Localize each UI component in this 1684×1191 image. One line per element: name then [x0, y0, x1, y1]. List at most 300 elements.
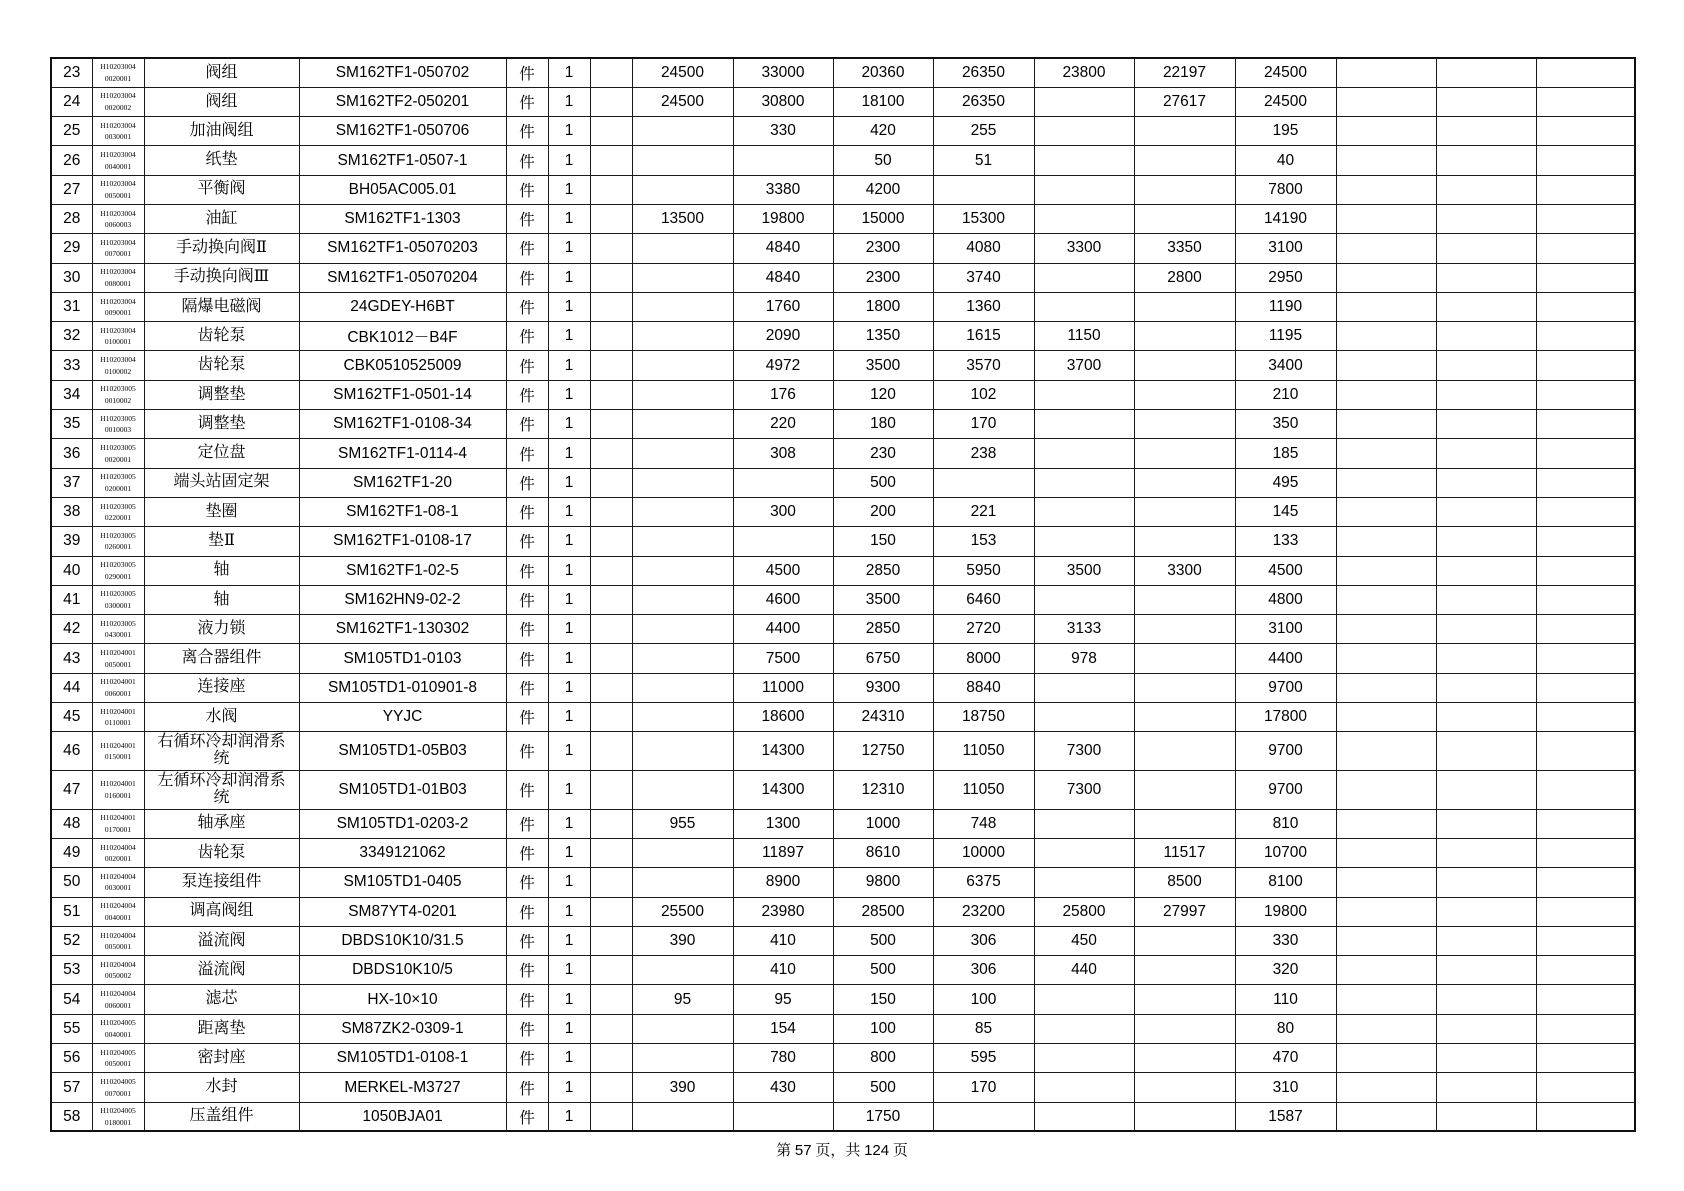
empty-cell: [1536, 926, 1635, 955]
price-cell: [632, 292, 733, 321]
table-row: [51, 644, 1635, 673]
price-cell: 3350: [1134, 234, 1235, 263]
price-cell: 3500: [833, 351, 933, 380]
price-cell: 220: [733, 410, 833, 439]
price-cell: 955: [632, 809, 733, 838]
model-cell: SM105TD1-0203-2: [299, 809, 506, 838]
price-cell: 3500: [833, 585, 933, 614]
material-code-cell: [92, 585, 144, 614]
row-number-cell: 50: [51, 868, 92, 897]
price-cell: 176: [733, 380, 833, 409]
material-code-line: H10204001: [100, 677, 136, 687]
price-cell: [1034, 146, 1134, 175]
empty-cell: [1436, 771, 1536, 810]
item-name-cell: 定位盘: [144, 439, 299, 468]
unit-cell: 件: [506, 410, 548, 439]
row-number-cell: 28: [51, 204, 92, 233]
material-code-line: 0300001: [104, 600, 132, 610]
empty-cell: [1436, 146, 1536, 175]
material-code-cell: [92, 897, 144, 926]
empty-cell: [1336, 839, 1436, 868]
model-cell: SM87ZK2-0309-1: [299, 1014, 506, 1043]
price-cell: [1134, 292, 1235, 321]
empty-cell: [1536, 1044, 1635, 1073]
price-cell: 410: [733, 956, 833, 985]
price-cell: [1134, 1102, 1235, 1131]
price-cell: 4972: [733, 351, 833, 380]
model-cell: HX-10×10: [299, 985, 506, 1014]
model-cell: SM105TD1-01B03: [299, 771, 506, 810]
price-cell: [1134, 673, 1235, 702]
price-cell: [1134, 527, 1235, 556]
blank-cell: [590, 292, 632, 321]
price-cell: 748: [933, 809, 1034, 838]
empty-cell: [1436, 1073, 1536, 1102]
price-cell: [632, 146, 733, 175]
quantity-cell: 1: [548, 87, 590, 116]
item-name-cell: 距离垫: [144, 1014, 299, 1043]
price-cell: [1034, 809, 1134, 838]
price-cell: [1034, 527, 1134, 556]
material-code-line: H10204001: [100, 648, 136, 658]
price-cell: 255: [933, 117, 1034, 146]
quantity-cell: 1: [548, 556, 590, 585]
empty-cell: [1536, 985, 1635, 1014]
blank-cell: [590, 527, 632, 556]
model-cell: SM162TF1-0501-14: [299, 380, 506, 409]
price-cell: [632, 234, 733, 263]
price-cell: 320: [1235, 956, 1336, 985]
material-code-cell: [92, 839, 144, 868]
quantity-cell: 1: [548, 410, 590, 439]
empty-cell: [1536, 1073, 1635, 1102]
material-code-line: 0050001: [104, 1059, 132, 1069]
empty-cell: [1536, 204, 1635, 233]
empty-cell: [1336, 985, 1436, 1014]
material-code-line: H10203004: [100, 208, 136, 218]
blank-cell: [590, 234, 632, 263]
material-code-line: 0020001: [104, 854, 132, 864]
price-cell: [1134, 926, 1235, 955]
price-cell: [1034, 985, 1134, 1014]
material-code-line: 0170001: [104, 824, 132, 834]
unit-cell: 件: [506, 204, 548, 233]
table-row: [51, 117, 1635, 146]
price-cell: 110: [1235, 985, 1336, 1014]
price-cell: [1134, 615, 1235, 644]
quantity-cell: 1: [548, 1073, 590, 1102]
material-code-cell: [92, 1073, 144, 1102]
material-code-cell: [92, 204, 144, 233]
price-cell: [1034, 410, 1134, 439]
price-cell: [1134, 146, 1235, 175]
blank-cell: [590, 615, 632, 644]
price-cell: 306: [933, 926, 1034, 955]
empty-cell: [1336, 410, 1436, 439]
price-cell: 8840: [933, 673, 1034, 702]
price-cell: 2300: [833, 263, 933, 292]
table-row: [51, 985, 1635, 1014]
price-cell: [1134, 468, 1235, 497]
price-cell: 4500: [1235, 556, 1336, 585]
material-code-line: 0020001: [104, 73, 132, 83]
empty-cell: [1436, 732, 1536, 771]
empty-cell: [1336, 732, 1436, 771]
row-number-cell: 48: [51, 809, 92, 838]
price-cell: [733, 146, 833, 175]
material-code-line: H10203005: [100, 501, 136, 511]
unit-cell: 件: [506, 58, 548, 87]
empty-cell: [1336, 1044, 1436, 1073]
price-cell: [632, 771, 733, 810]
material-code-line: H10204001: [100, 813, 136, 823]
model-cell: SM162TF1-20: [299, 468, 506, 497]
material-code-line: H10203005: [100, 384, 136, 394]
row-number-cell: 37: [51, 468, 92, 497]
empty-cell: [1536, 439, 1635, 468]
price-cell: 27617: [1134, 87, 1235, 116]
price-cell: 95: [632, 985, 733, 1014]
price-cell: 3500: [1034, 556, 1134, 585]
table-row: [51, 839, 1635, 868]
price-cell: [1034, 263, 1134, 292]
price-cell: 14300: [733, 771, 833, 810]
blank-cell: [590, 380, 632, 409]
price-cell: 1587: [1235, 1102, 1336, 1131]
price-cell: 24310: [833, 703, 933, 732]
material-code-line: H10203004: [100, 62, 136, 72]
empty-cell: [1436, 263, 1536, 292]
model-cell: SM162TF1-0114-4: [299, 439, 506, 468]
item-name-cell: 垫Ⅱ: [144, 527, 299, 556]
price-cell: [1134, 771, 1235, 810]
blank-cell: [590, 809, 632, 838]
material-code-cell: [92, 58, 144, 87]
model-cell: SM162TF1-1303: [299, 204, 506, 233]
quantity-cell: 1: [548, 117, 590, 146]
table-row: [51, 439, 1635, 468]
empty-cell: [1436, 1102, 1536, 1131]
row-number-cell: 56: [51, 1044, 92, 1073]
price-cell: 978: [1034, 644, 1134, 673]
footer-prefix: 第: [776, 1143, 792, 1159]
unit-cell: 件: [506, 292, 548, 321]
unit-cell: 件: [506, 556, 548, 585]
model-cell: SM162TF1-08-1: [299, 497, 506, 526]
price-cell: 200: [833, 497, 933, 526]
price-cell: [1134, 585, 1235, 614]
quantity-cell: 1: [548, 926, 590, 955]
price-cell: 595: [933, 1044, 1034, 1073]
price-cell: 100: [833, 1014, 933, 1043]
blank-cell: [590, 956, 632, 985]
price-cell: 1760: [733, 292, 833, 321]
empty-cell: [1436, 58, 1536, 87]
price-cell: 500: [833, 926, 933, 955]
item-name-cell: 液力锁: [144, 615, 299, 644]
material-code-line: H10203004: [100, 179, 136, 189]
item-name-cell: 齿轮泵: [144, 351, 299, 380]
price-cell: [632, 703, 733, 732]
empty-cell: [1336, 673, 1436, 702]
price-cell: [1134, 351, 1235, 380]
model-cell: SM162HN9-02-2: [299, 585, 506, 614]
empty-cell: [1336, 644, 1436, 673]
unit-cell: 件: [506, 673, 548, 702]
row-number-cell: 23: [51, 58, 92, 87]
empty-cell: [1336, 703, 1436, 732]
price-cell: 2090: [733, 322, 833, 351]
empty-cell: [1436, 868, 1536, 897]
material-code-line: 0030001: [104, 883, 132, 893]
item-name-cell: 泵连接组件: [144, 868, 299, 897]
material-code-cell: [92, 644, 144, 673]
price-cell: 133: [1235, 527, 1336, 556]
row-number-cell: 35: [51, 410, 92, 439]
row-number-cell: 30: [51, 263, 92, 292]
price-cell: [1134, 732, 1235, 771]
material-code-line: 0040001: [104, 1029, 132, 1039]
material-code-line: 0100002: [104, 366, 132, 376]
price-cell: [632, 263, 733, 292]
empty-cell: [1536, 410, 1635, 439]
material-code-cell: [92, 351, 144, 380]
material-code-line: 0110001: [105, 718, 131, 728]
price-cell: 1615: [933, 322, 1034, 351]
price-cell: 6375: [933, 868, 1034, 897]
empty-cell: [1436, 439, 1536, 468]
table-row: [51, 771, 1635, 810]
quantity-cell: 1: [548, 839, 590, 868]
item-name-cell: 手动换向阀Ⅲ: [144, 263, 299, 292]
price-cell: 1150: [1034, 322, 1134, 351]
empty-cell: [1536, 615, 1635, 644]
price-cell: [1134, 204, 1235, 233]
price-cell: [632, 673, 733, 702]
unit-cell: 件: [506, 87, 548, 116]
empty-cell: [1536, 322, 1635, 351]
material-code-line: H10203004: [100, 267, 136, 277]
price-cell: 390: [632, 1073, 733, 1102]
material-code-line: H10204004: [100, 842, 136, 852]
model-cell: BH05AC005.01: [299, 175, 506, 204]
price-cell: [632, 380, 733, 409]
total-pages: 124: [864, 1142, 890, 1159]
price-cell: [1034, 673, 1134, 702]
empty-cell: [1436, 87, 1536, 116]
material-code-line: 0020001: [104, 454, 132, 464]
material-code-line: H10204004: [100, 930, 136, 940]
quantity-cell: 1: [548, 809, 590, 838]
empty-cell: [1436, 117, 1536, 146]
price-cell: 19800: [733, 204, 833, 233]
price-cell: 1750: [833, 1102, 933, 1131]
price-cell: [632, 175, 733, 204]
price-cell: 24500: [632, 87, 733, 116]
blank-cell: [590, 673, 632, 702]
price-cell: 470: [1235, 1044, 1336, 1073]
price-cell: [632, 556, 733, 585]
material-code-line: H10204005: [100, 1106, 136, 1116]
price-cell: [1134, 439, 1235, 468]
price-cell: [632, 468, 733, 497]
price-cell: 11050: [933, 732, 1034, 771]
empty-cell: [1536, 175, 1635, 204]
empty-cell: [1536, 732, 1635, 771]
price-cell: 3300: [1134, 556, 1235, 585]
price-cell: 500: [833, 956, 933, 985]
price-cell: [1034, 175, 1134, 204]
price-cell: 4500: [733, 556, 833, 585]
empty-cell: [1536, 1102, 1635, 1131]
price-cell: [1034, 1044, 1134, 1073]
blank-cell: [590, 926, 632, 955]
empty-cell: [1336, 585, 1436, 614]
material-code-cell: [92, 1044, 144, 1073]
price-cell: 7800: [1235, 175, 1336, 204]
blank-cell: [590, 351, 632, 380]
item-name-cell: 齿轮泵: [144, 322, 299, 351]
price-cell: [632, 322, 733, 351]
empty-cell: [1536, 644, 1635, 673]
row-number-cell: 45: [51, 703, 92, 732]
price-cell: [933, 468, 1034, 497]
price-cell: 95: [733, 985, 833, 1014]
model-cell: SM162TF1-0108-17: [299, 527, 506, 556]
unit-cell: 件: [506, 771, 548, 810]
empty-cell: [1336, 868, 1436, 897]
blank-cell: [590, 410, 632, 439]
unit-cell: 件: [506, 839, 548, 868]
price-cell: [1134, 809, 1235, 838]
empty-cell: [1436, 956, 1536, 985]
material-code-line: 0100001: [104, 337, 132, 347]
model-cell: SM162TF1-02-5: [299, 556, 506, 585]
model-cell: SM162TF1-130302: [299, 615, 506, 644]
price-cell: 9800: [833, 868, 933, 897]
empty-cell: [1336, 1014, 1436, 1043]
empty-cell: [1336, 527, 1436, 556]
price-cell: 9300: [833, 673, 933, 702]
blank-cell: [590, 771, 632, 810]
empty-cell: [1536, 897, 1635, 926]
table-row: [51, 380, 1635, 409]
item-name-cell: 右循环冷却润滑系统: [144, 732, 299, 771]
empty-cell: [1336, 87, 1436, 116]
table-body: [51, 58, 1635, 1131]
quantity-cell: 1: [548, 351, 590, 380]
price-cell: [1034, 87, 1134, 116]
price-cell: [632, 1102, 733, 1131]
material-code-cell: [92, 410, 144, 439]
quantity-cell: 1: [548, 585, 590, 614]
row-number-cell: 44: [51, 673, 92, 702]
empty-cell: [1436, 703, 1536, 732]
price-cell: 18750: [933, 703, 1034, 732]
empty-cell: [1336, 292, 1436, 321]
table-row: [51, 1073, 1635, 1102]
empty-cell: [1436, 234, 1536, 263]
table-row: [51, 175, 1635, 204]
price-cell: 1300: [733, 809, 833, 838]
price-cell: 4400: [1235, 644, 1336, 673]
model-cell: 24GDEY-H6BT: [299, 292, 506, 321]
table-row: [51, 556, 1635, 585]
empty-cell: [1336, 468, 1436, 497]
material-code-line: 0160001: [104, 790, 132, 800]
price-cell: 3400: [1235, 351, 1336, 380]
price-cell: 3300: [1034, 234, 1134, 263]
price-cell: 9700: [1235, 673, 1336, 702]
unit-cell: 件: [506, 926, 548, 955]
material-code-cell: [92, 439, 144, 468]
price-cell: 12310: [833, 771, 933, 810]
price-cell: 28500: [833, 897, 933, 926]
price-cell: 4840: [733, 234, 833, 263]
blank-cell: [590, 985, 632, 1014]
price-cell: [632, 585, 733, 614]
row-number-cell: 26: [51, 146, 92, 175]
blank-cell: [590, 897, 632, 926]
table-row: [51, 1014, 1635, 1043]
blank-cell: [590, 868, 632, 897]
unit-cell: 件: [506, 439, 548, 468]
table-row: [51, 703, 1635, 732]
price-cell: 15300: [933, 204, 1034, 233]
price-cell: 780: [733, 1044, 833, 1073]
empty-cell: [1436, 673, 1536, 702]
price-cell: 3380: [733, 175, 833, 204]
price-cell: 3700: [1034, 351, 1134, 380]
table-row: [51, 263, 1635, 292]
item-name-cell: 水封: [144, 1073, 299, 1102]
empty-cell: [1536, 234, 1635, 263]
item-name-cell: 轴: [144, 556, 299, 585]
item-name-cell: 轴承座: [144, 809, 299, 838]
price-cell: 30800: [733, 87, 833, 116]
material-code-cell: [92, 380, 144, 409]
model-cell: 1050BJA01: [299, 1102, 506, 1131]
unit-cell: 件: [506, 585, 548, 614]
price-cell: 4600: [733, 585, 833, 614]
quantity-cell: 1: [548, 263, 590, 292]
empty-cell: [1336, 556, 1436, 585]
table-row: [51, 58, 1635, 87]
empty-cell: [1536, 1014, 1635, 1043]
table-row: [51, 897, 1635, 926]
price-cell: 390: [632, 926, 733, 955]
price-cell: 24500: [1235, 58, 1336, 87]
unit-cell: 件: [506, 615, 548, 644]
price-cell: [632, 1044, 733, 1073]
material-code-line: H10203004: [100, 91, 136, 101]
price-cell: [632, 1014, 733, 1043]
material-code-line: 0090001: [104, 308, 132, 318]
table-row: [51, 673, 1635, 702]
blank-cell: [590, 1102, 632, 1131]
price-cell: [1134, 644, 1235, 673]
model-cell: SM105TD1-0103: [299, 644, 506, 673]
model-cell: 3349121062: [299, 839, 506, 868]
empty-cell: [1436, 292, 1536, 321]
price-cell: 26350: [933, 58, 1034, 87]
price-cell: 238: [933, 439, 1034, 468]
quantity-cell: 1: [548, 1102, 590, 1131]
model-cell: SM162TF1-0108-34: [299, 410, 506, 439]
material-code-cell: [92, 117, 144, 146]
unit-cell: 件: [506, 985, 548, 1014]
material-code-line: H10204005: [100, 1018, 136, 1028]
